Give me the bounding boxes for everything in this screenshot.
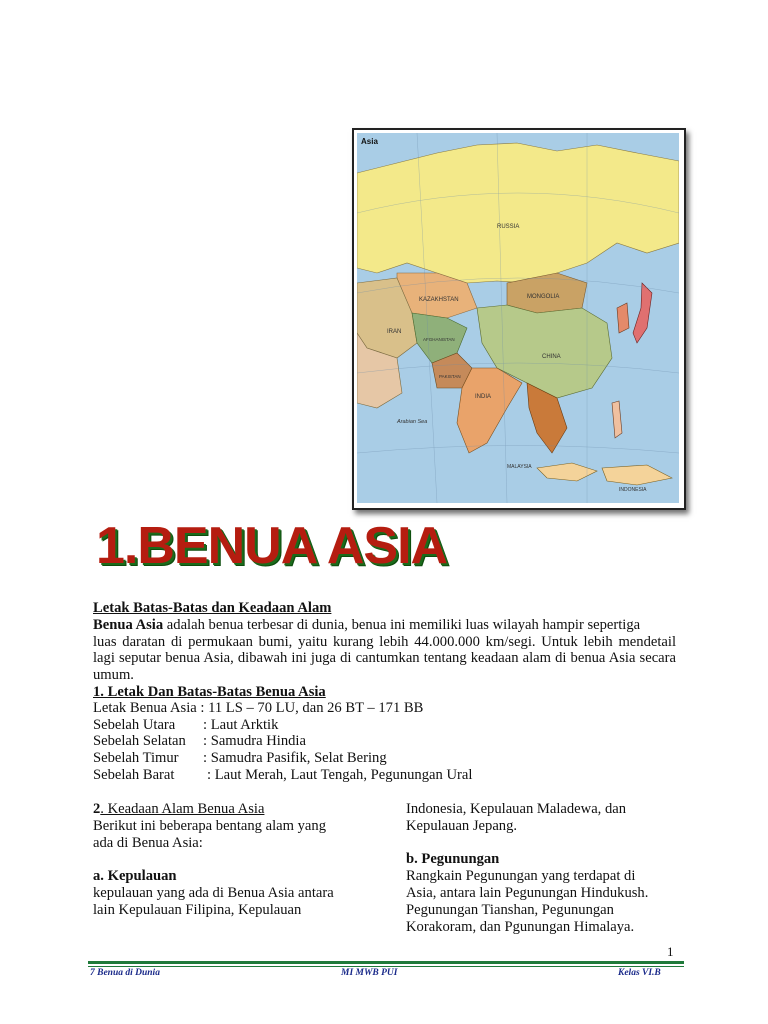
region-korea xyxy=(617,303,629,333)
right-line1: Indonesia, Kepulauan Maladewa, dan xyxy=(406,801,627,817)
footer-left: 7 Benua di Dunia xyxy=(90,968,160,978)
border-label-west: Sebelah Barat xyxy=(93,766,175,783)
border-label-south: Sebelah Selatan xyxy=(93,733,186,749)
kepulauan-line2: lain Kepulauan Filipina, Kepulauan xyxy=(93,902,302,918)
footer-right: Kelas VI.B xyxy=(618,968,661,978)
label-iran: IRAN xyxy=(387,329,402,335)
section2-intro-line1: Berikut ini beberapa bentang alam yang xyxy=(93,818,327,834)
kepulauan-line1: kepulauan yang ada di Benua Asia antara xyxy=(93,885,334,901)
label-arabian-sea: Arabian Sea xyxy=(397,419,428,425)
border-value-east: : Samudra Pasifik, Selat Bering xyxy=(203,750,387,766)
label-china: CHINA xyxy=(542,354,561,360)
border-label-east: Sebelah Timur xyxy=(93,750,179,766)
border-value-south: : Samudra Hindia xyxy=(203,733,306,749)
page-number: 1 xyxy=(667,944,674,959)
border-row-east xyxy=(93,750,387,767)
label-mongolia: MONGOLIA xyxy=(527,294,560,300)
label-kazakhstan: KAZAKHSTAN xyxy=(419,297,459,303)
label-afghanistan: AFGHANISTAN xyxy=(423,337,455,342)
kepulauan-heading: a. Kepulauan xyxy=(93,868,177,884)
section2-heading-text: . Keadaan Alam Benua Asia xyxy=(100,801,265,817)
map-title: Asia xyxy=(361,137,378,146)
section-heading: Letak Batas-Batas dan Keadaan Alam xyxy=(93,600,332,616)
footer-rule-thin xyxy=(88,966,684,967)
intro-line1: adalah benua terbesar di dunia, benua ini memiliki luas wilayah hampir sepertiga xyxy=(163,617,641,633)
border-row-south xyxy=(93,733,306,750)
asia-map xyxy=(357,133,679,503)
label-indonesia: INDONESIA xyxy=(619,487,647,493)
right-line2: Kepulauan Jepang. xyxy=(406,818,518,834)
asia-map-figure xyxy=(352,128,686,510)
pegunungan-line4: Korakoram, dan Pgunungan Himalaya. xyxy=(406,919,635,935)
page-title: 1.BENUA ASIA xyxy=(96,517,448,575)
border-value-west: : Laut Merah, Laut Tengah, Pegunungan Ural xyxy=(207,766,473,783)
intro-rest: luas daratan di permukaan bumi, yaitu kurang lebih 44.000.000 km/segi. Untuk lebih mendetail lagi seputar benua Asia, dibawah ini juga di cantumkan tentang keadaan alam di benua Asia secara umum. xyxy=(93,633,676,684)
label-malaysia: MALAYSIA xyxy=(507,464,532,470)
pegunungan-line3: Pegunungan Tianshan, Pegunungan xyxy=(406,902,614,918)
pegunungan-line2: Asia, antara lain Pegunungan Hindukush. xyxy=(406,885,649,901)
label-pakistan: PAKISTAN xyxy=(439,374,461,379)
pegunungan-line1: Rangkain Pegunungan yang terdapat di xyxy=(406,868,636,884)
intro-bold-lead: Benua Asia xyxy=(93,617,164,633)
section2-heading xyxy=(93,801,264,818)
intro-first-line xyxy=(93,617,640,634)
border-row-west xyxy=(93,767,472,784)
location-line: Letak Benua Asia : 11 LS – 70 LU, dan 26 BT – 171 BB xyxy=(93,700,424,716)
label-india: INDIA xyxy=(475,394,492,400)
border-label-north: Sebelah Utara xyxy=(93,716,176,733)
section2-heading-num: 2 xyxy=(93,801,101,817)
section1-heading: 1. Letak Dan Batas-Batas Benua Asia xyxy=(93,684,326,700)
section2-intro-line2: ada di Benua Asia: xyxy=(93,835,203,851)
label-russia: RUSSIA xyxy=(497,224,520,230)
border-row-north xyxy=(93,717,278,734)
border-value-north: : Laut Arktik xyxy=(203,716,279,733)
footer-center: MI MWB PUI xyxy=(341,968,398,978)
footer-rule-thick xyxy=(88,961,684,964)
pegunungan-heading: b. Pegunungan xyxy=(406,851,500,867)
